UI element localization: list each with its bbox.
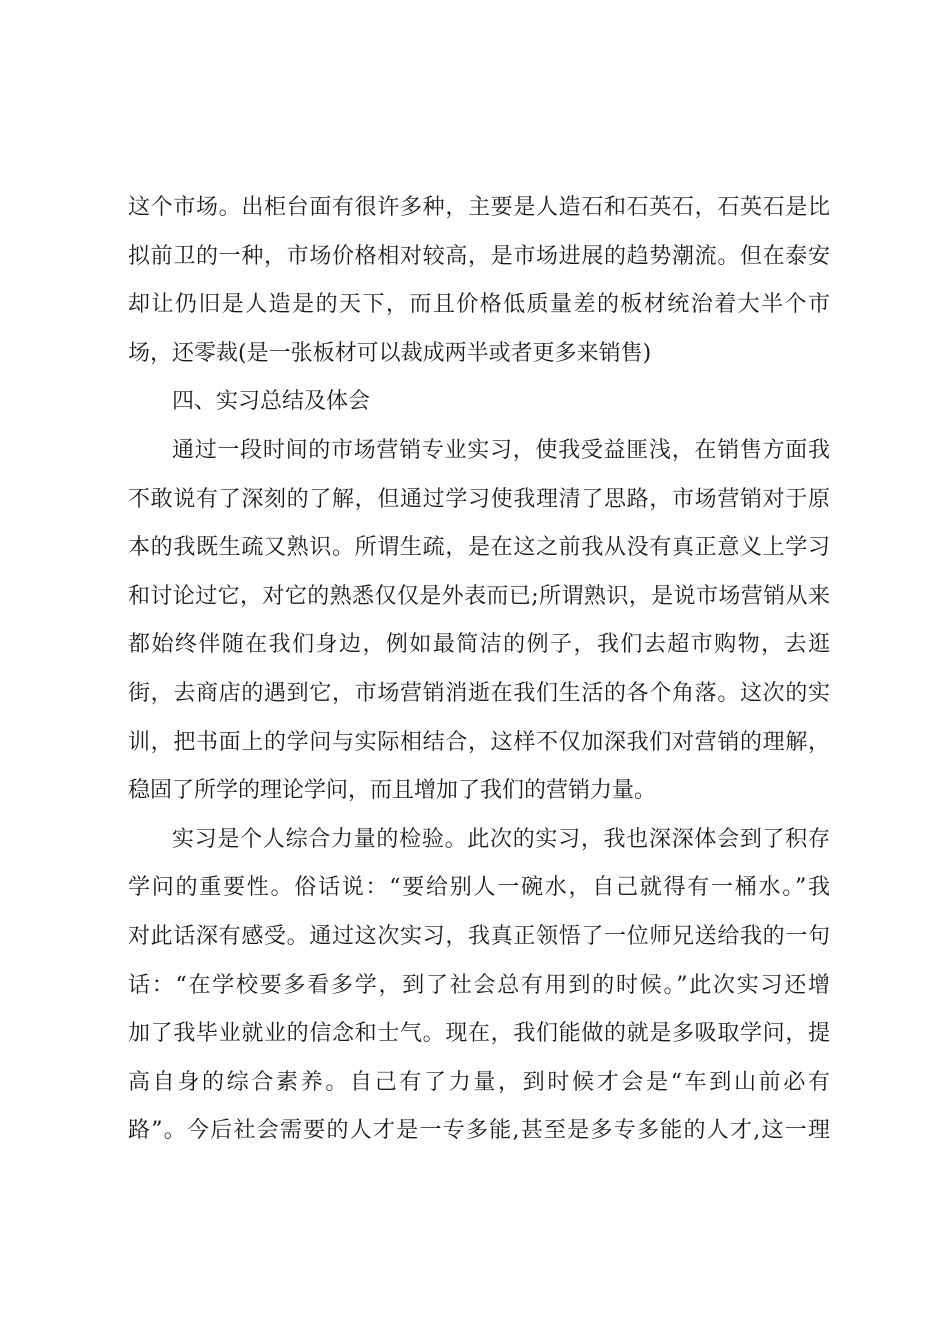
text-line: 实习是个人综合力量的检验。此次的实习，我也深深体会到了积存 <box>172 826 830 852</box>
text-line: 本的我既生疏又熟识。所谓生疏，是在这之前我从没有真正意义上学习 <box>128 535 830 561</box>
text-line: 拟前卫的一种，市场价格相对较高，是市场进展的趋势潮流。但在泰安 <box>128 243 830 269</box>
text-line: 对此话深有感受。通过这次实习，我真正领悟了一位师兄送给我的一句 <box>128 923 830 949</box>
text-line: 高自身的综合素养。自己有了力量，到时候才会是“车到山前必有 <box>128 1069 830 1095</box>
text-line: 却让仍旧是人造是的天下，而且价格低质量差的板材统治着大半个市 <box>128 292 830 318</box>
text-line: 学问的重要性。俗话说：“要给别人一碗水，自己就得有一桶水。”我 <box>128 875 830 901</box>
text-line: 稳固了所学的理论学问，而且增加了我们的营销力量。 <box>128 778 657 804</box>
text-line: 通过一段时间的市场营销专业实习，使我受益匪浅，在销售方面我 <box>172 437 830 463</box>
body-text <box>128 184 830 1156</box>
text-line: 街，去商店的遇到它，市场营销消逝在我们生活的各个角落。这次的实 <box>128 680 830 706</box>
text-line: 场，还零裁(是一张板材可以裁成两半或者更多来销售) <box>128 340 652 366</box>
text-line: 和讨论过它，对它的熟悉仅仅是外表而已;所谓熟识，是说市场营销从来 <box>128 583 830 609</box>
text-line: 加了我毕业就业的信念和士气。现在，我们能做的就是多吸取学问，提 <box>128 1021 830 1047</box>
text-line: 路”。今后社会需要的人才是一专多能,甚至是多专多能的人才,这一理 <box>128 1118 830 1144</box>
text-line: 不敢说有了深刻的了解，但通过学习使我理清了思路，市场营销对于原 <box>128 486 830 512</box>
text-line: 训，把书面上的学问与实际相结合，这样不仅加深我们对营销的理解， <box>128 729 830 755</box>
text-line: 话：“在学校要多看多学，到了社会总有用到的时候。”此次实习还增 <box>128 972 830 998</box>
text-line: 这个市场。出柜台面有很许多种，主要是人造石和石英石，石英石是比 <box>128 195 830 220</box>
text-line: 都始终伴随在我们身边，例如最简洁的例子，我们去超市购物，去逛 <box>128 632 830 658</box>
text-line: 四、实习总结及体会 <box>172 389 371 415</box>
